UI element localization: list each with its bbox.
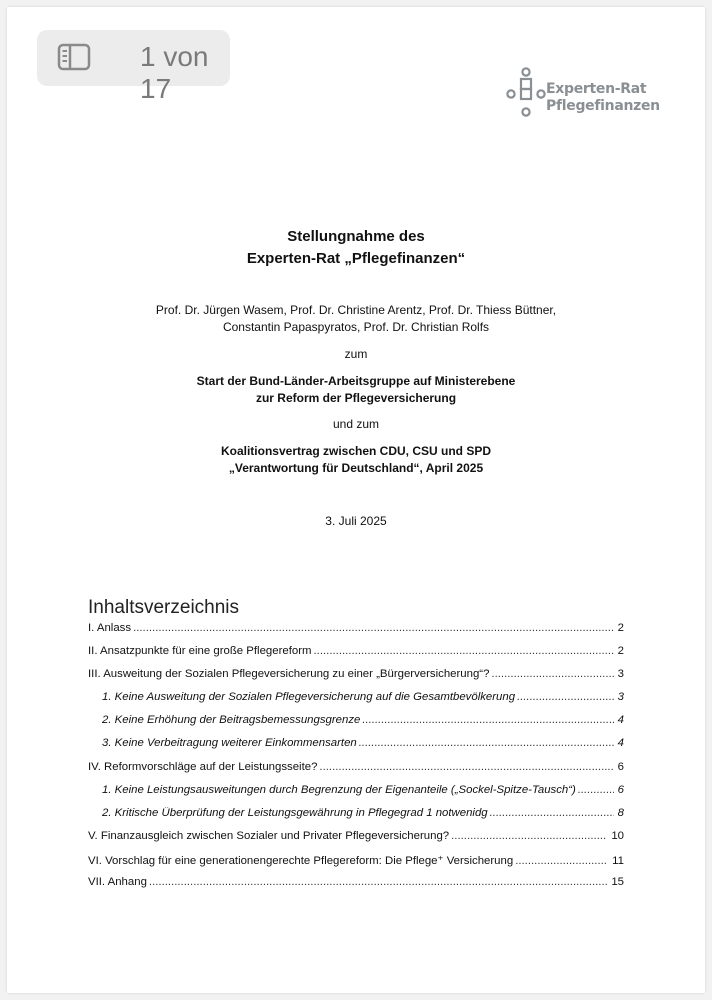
zum-label: zum bbox=[344, 347, 368, 361]
toc-entry-page: 4 bbox=[617, 714, 624, 726]
subject1-line1: Start der Bund-Länder-Arbeitsgruppe auf Ministerebene bbox=[196, 374, 516, 388]
toc-entry-text: III. Ausweitung der Sozialen Pflegeversicherung zu einer „Bürgerversicherung“? bbox=[88, 668, 490, 680]
page-counter[interactable] bbox=[37, 30, 230, 104]
logo-text bbox=[546, 81, 660, 115]
toc-entry-text: VII. Anhang bbox=[88, 876, 147, 888]
toc-leader bbox=[362, 714, 613, 726]
toc-entry-page: 10 bbox=[611, 830, 624, 842]
toc-entry-page: 15 bbox=[611, 876, 624, 888]
toc-subentry[interactable] bbox=[102, 807, 624, 823]
subject2-line1: Koalitionsvertrag zwischen CDU, CSU und SPD bbox=[220, 444, 492, 458]
toc-leader bbox=[578, 784, 614, 796]
logo bbox=[505, 67, 660, 137]
toc-leader bbox=[133, 622, 614, 634]
toc-entry-text: II. Ansatzpunkte für eine große Pflegereform bbox=[88, 645, 312, 657]
toc-entry[interactable] bbox=[88, 761, 624, 777]
toc-entry[interactable] bbox=[88, 830, 624, 846]
toc-entry[interactable] bbox=[88, 876, 624, 892]
toc-entry-page: 4 bbox=[617, 737, 624, 749]
toc-entry-page: 3 bbox=[617, 668, 624, 680]
subject-2 bbox=[0, 443, 712, 477]
logo-line2: Pflegefinanzen bbox=[546, 98, 660, 114]
toc-entry-page: 8 bbox=[617, 807, 624, 819]
toc-leader bbox=[149, 876, 607, 888]
toc-entry[interactable] bbox=[88, 622, 624, 638]
authors-line2: Constantin Papaspyratos, Prof. Dr. Christian Rolfs bbox=[222, 320, 490, 334]
toc-entry-text: 1. Keine Ausweitung der Sozialen Pflegeversicherung auf die Gesamtbevölkerung bbox=[102, 691, 516, 703]
toc-entry-page: 6 bbox=[617, 784, 624, 796]
toc-entry-text: 3. Keine Verbeitragung weiterer Einkommensarten bbox=[102, 737, 357, 749]
toc-leader bbox=[359, 737, 614, 749]
toc-entry-text: 2. Kritische Überprüfung der Leistungsgewährung in Pflegegrad 1 notwenidg bbox=[102, 807, 488, 819]
toc-leader bbox=[490, 807, 614, 819]
toc-entry-text: V. Finanzausgleich zwischen Sozialer und Privater Pflegeversicherung? bbox=[88, 830, 450, 842]
subject2-line2: „Verantwortung für Deutschland“, April 2025 bbox=[228, 461, 484, 475]
toc-entry-page: 11 bbox=[612, 855, 624, 867]
toc-leader bbox=[517, 691, 614, 703]
subject1-line2: zur Reform der Pflegeversicherung bbox=[255, 391, 457, 405]
subject-1 bbox=[0, 373, 712, 407]
title-line1: Stellungnahme des bbox=[287, 228, 425, 245]
toc-leader bbox=[314, 645, 614, 657]
toc-entry-page: 2 bbox=[617, 645, 624, 657]
toc-entry[interactable] bbox=[88, 853, 624, 869]
toc-subentry[interactable] bbox=[102, 737, 624, 753]
toc-entry-page: 6 bbox=[617, 761, 624, 773]
und-zum-label: und zum bbox=[332, 417, 380, 431]
authors-line1: Prof. Dr. Jürgen Wasem, Prof. Dr. Christine Arentz, Prof. Dr. Thiess Büttner, bbox=[155, 303, 557, 317]
toc-entry-text: IV. Reformvorschläge auf der Leistungsseite? bbox=[88, 761, 318, 773]
toc-entry-text: 2. Keine Erhöhung der Beitragsbemessungsgrenze bbox=[102, 714, 361, 726]
toc-subentry[interactable] bbox=[102, 691, 624, 707]
toc-leader bbox=[491, 668, 613, 680]
toc-entry-text: 1. Keine Leistungsausweitungen durch Begrenzung der Eigenanteile („Sockel-Spitze-Tausch“) bbox=[102, 784, 576, 796]
cross-dots-icon bbox=[505, 67, 547, 117]
toc-entry-page: 2 bbox=[617, 622, 624, 634]
toc-leader bbox=[319, 761, 613, 773]
toc-leader bbox=[451, 830, 607, 842]
toc-subentry[interactable] bbox=[102, 784, 624, 800]
toc-heading: Inhaltsverzeichnis bbox=[88, 597, 240, 618]
toc-entry-page: 3 bbox=[617, 691, 624, 703]
sidebar-toggle-icon[interactable] bbox=[57, 43, 91, 71]
toc-entry[interactable] bbox=[88, 668, 624, 684]
toc-leader bbox=[515, 855, 608, 867]
toc-entry-text: I. Anlass bbox=[88, 622, 132, 634]
toc-entry[interactable] bbox=[88, 645, 624, 661]
logo-line1: Experten-Rat bbox=[546, 81, 647, 97]
toc-subentry[interactable] bbox=[102, 714, 624, 730]
document-date: 3. Juli 2025 bbox=[325, 514, 387, 528]
document-title bbox=[0, 226, 712, 270]
toc-entry-text: VI. Vorschlag für eine generationengerechte Pflegereform: Die Pflege⁺ Versicherung bbox=[88, 855, 514, 867]
title-line2: Experten-Rat „Pflegefinanzen“ bbox=[246, 250, 466, 267]
authors bbox=[0, 302, 712, 336]
page-counter-label: 1 von 17 bbox=[140, 41, 209, 104]
